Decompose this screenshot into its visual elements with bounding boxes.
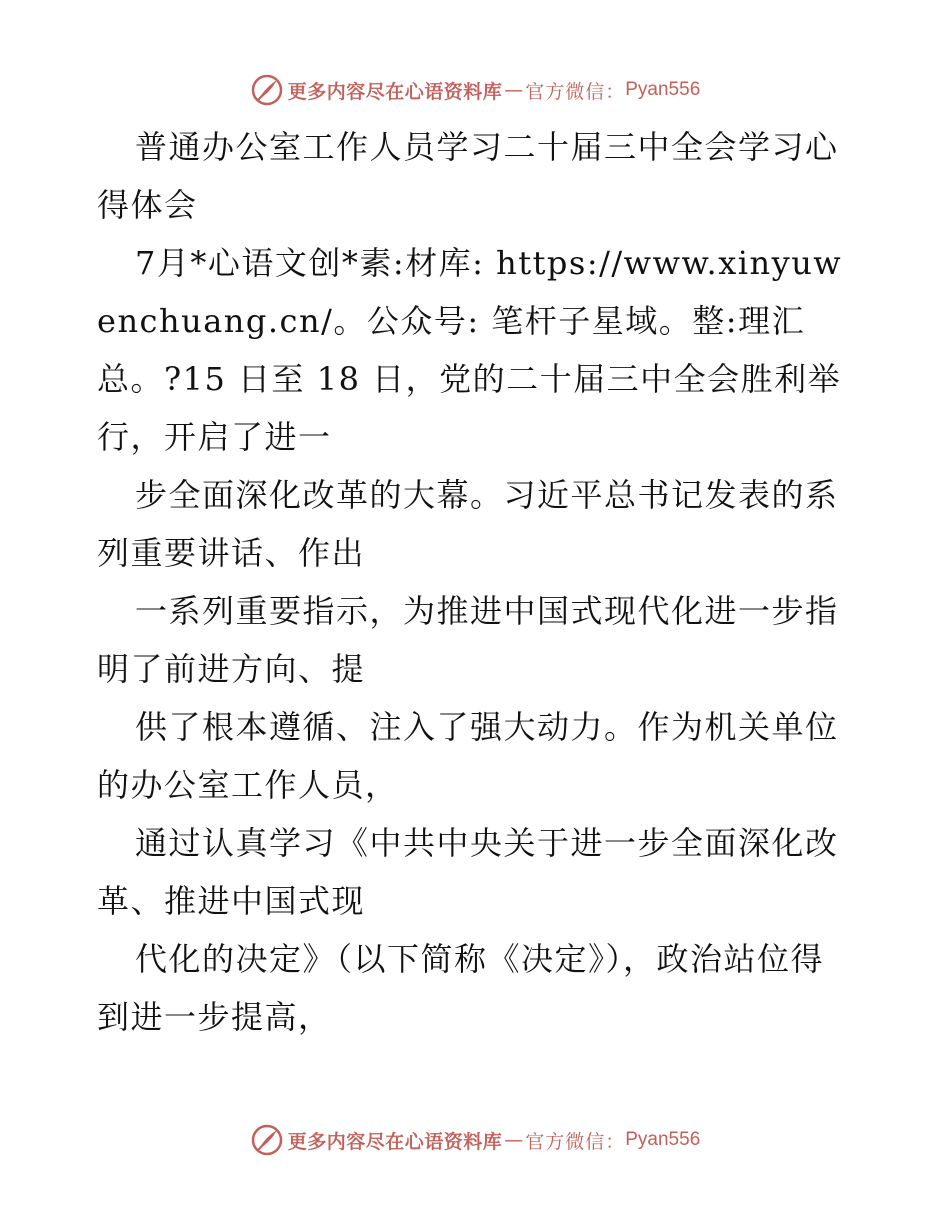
body-paragraph: 7月*心语文创*素:材库: https://www.xinyuwenchuang.cn/。公众号: 笔杆子星域。整:理汇总。?15 日至 18 日，党的二十届三中全会胜利举行，开启了进一: [97, 244, 843, 456]
banner-subtitle: 官方微信：: [525, 80, 626, 103]
banner-title: 更多内容尽在心语资料库: [287, 80, 503, 103]
banner-dash: —: [504, 79, 524, 101]
banner-subtitle: 官方微信：: [525, 1130, 626, 1153]
body-paragraph: 代化的决定》（以下简称《决定》），政治站位得到进一步提高，: [97, 940, 825, 1036]
document-title-paragraph: 普通办公室工作人员学习二十届三中全会学习心得体会: [97, 128, 839, 224]
feather-logo-icon: [250, 73, 284, 107]
banner-dash: —: [504, 1129, 524, 1151]
banner-title: 更多内容尽在心语资料库: [287, 1130, 503, 1153]
footer-banner: [0, 1120, 950, 1160]
body-paragraph: 通过认真学习《中共中央关于进一步全面深化改革、推进中国式现: [97, 824, 839, 920]
body-paragraph: 供了根本遵循、注入了强大动力。作为机关单位的办公室工作人员，: [97, 708, 839, 804]
header-banner: [0, 70, 950, 110]
body-paragraph: 步全面深化改革的大幕。习近平总书记发表的系列重要讲话、作出: [97, 476, 839, 572]
feather-logo-icon: [250, 1123, 284, 1157]
document-body: [97, 118, 857, 1046]
banner-wechat-id: Pyan556: [625, 79, 701, 100]
banner-wechat-id: Pyan556: [625, 1129, 701, 1150]
body-paragraph: 一系列重要指示，为推进中国式现代化进一步指明了前进方向、提: [97, 592, 839, 688]
